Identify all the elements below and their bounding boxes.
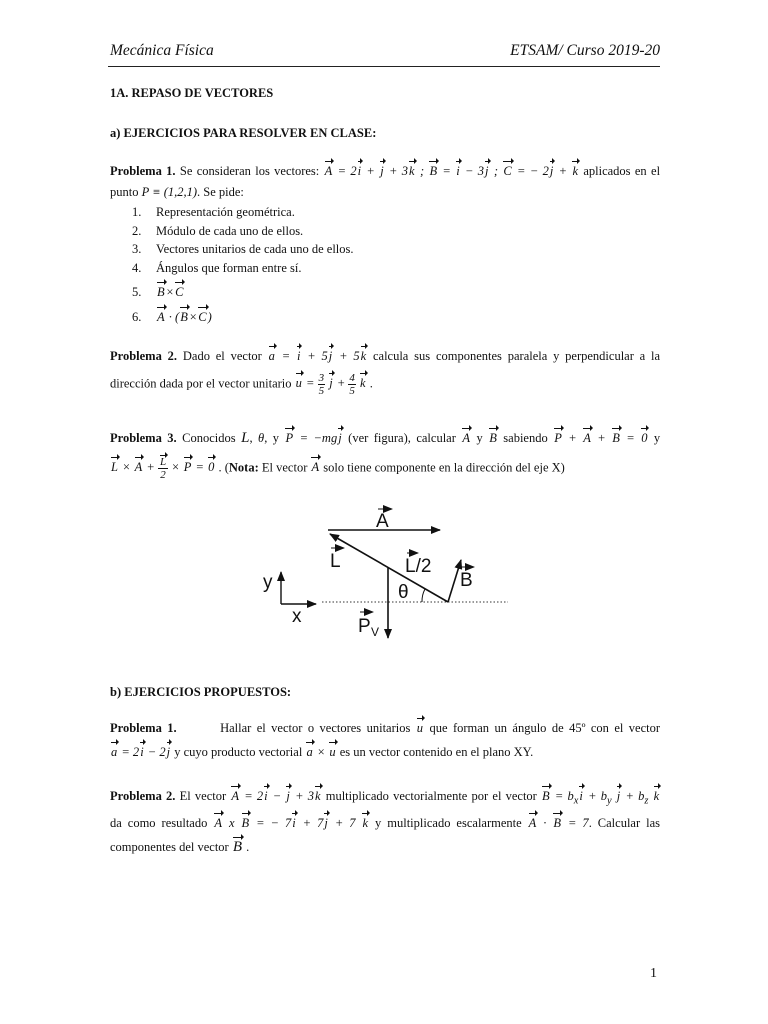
theta-arc xyxy=(422,589,425,602)
formula-vectors: A = 2i + j + 3k ; B = i − 3j ; C = − 2j + k xyxy=(324,164,578,178)
list-item: 5. B×C xyxy=(110,283,660,302)
section-title: 1A. REPASO DE VECTORES xyxy=(110,86,274,100)
proposed-2-line1: Problema 2. El vector A = 2i − j + 3k multiplicado vectorialmente por el vector $B = b_xi + b_y$ $j + b_z$ k xyxy=(110,789,660,807)
proposed-2-line3: componentes del vector B . xyxy=(110,839,250,855)
problem-2-line2: dirección dada por el vector unitario u = $\frac{3}{5}$ j + $\frac{4}{5}$ k . xyxy=(110,372,373,397)
label-theta: θ xyxy=(398,582,409,603)
label-Pv: P xyxy=(358,616,371,637)
subsection-a-title: a) EJERCICIOS PARA RESOLVER EN CLASE: xyxy=(110,126,377,140)
list-item: 4. Ángulos que forman entre sí. xyxy=(132,260,302,275)
list-item: 1. Representación geométrica. xyxy=(132,205,295,219)
proposed-1-line2: a = 2i − 2j y cuyo producto vectorial a × u es un vector contenido en el plano XY. xyxy=(111,745,534,759)
label-L: L xyxy=(330,551,341,572)
label-Pv-subscript: V xyxy=(371,625,380,639)
label-A: A xyxy=(376,511,389,532)
list-item: 6. A · (B×C) xyxy=(110,308,660,327)
page-number: 1 xyxy=(650,966,657,981)
problem-3-line2: L × A + $\frac{L}{2}$ × P = 0 . (Nota: El vector A solo tiene componente en la dirección del eje X) xyxy=(111,456,565,481)
list-item: 3. Vectores unitarios de cada uno de ellos. xyxy=(132,242,354,256)
label-x: x xyxy=(292,606,302,627)
proposed-1-line1: Problema 1. Hallar el vector o vectores unitarios u que forman un ángulo de 45º con el vector xyxy=(110,721,661,735)
vector-diagram xyxy=(250,500,530,650)
subsection-b-title: b) EJERCICIOS PROPUESTOS: xyxy=(110,685,292,699)
problem-1-line2: punto P ≡ (1,2,1). Se pide: xyxy=(110,185,244,199)
problem-2-line1: Problema 2. Dado el vector a = i + 5j + 5k calcula sus componentes paralela y perpendicular a la xyxy=(110,349,661,363)
problem-1-list xyxy=(110,203,660,326)
problem-1-line1: Problema 1. Se consideran los vectores: A = 2i + j + 3k ; B = i − 3j ; C = − 2j + k aplicados en el xyxy=(110,164,661,178)
label-y: y xyxy=(263,572,273,593)
problem-3-line1: Problema 3. Conocidos L, θ, y P = −mgj (ver figura), calcular A y B sabiendo P + A + B = 0 y xyxy=(110,430,661,446)
header-school-year: ETSAM/ Curso 2019-20 xyxy=(510,42,660,59)
list-item: 2. Módulo de cada uno de ellos. xyxy=(132,223,304,238)
header-rule xyxy=(108,66,660,67)
proposed-2-line2: da como resultado A x B = − 7i + 7j + 7 k y multiplicado escalarmente A · B = 7. Calcular las xyxy=(110,816,661,830)
header-course: Mecánica Física xyxy=(110,42,214,59)
label-L2: L/2 xyxy=(405,556,432,577)
label-B: B xyxy=(460,570,473,591)
